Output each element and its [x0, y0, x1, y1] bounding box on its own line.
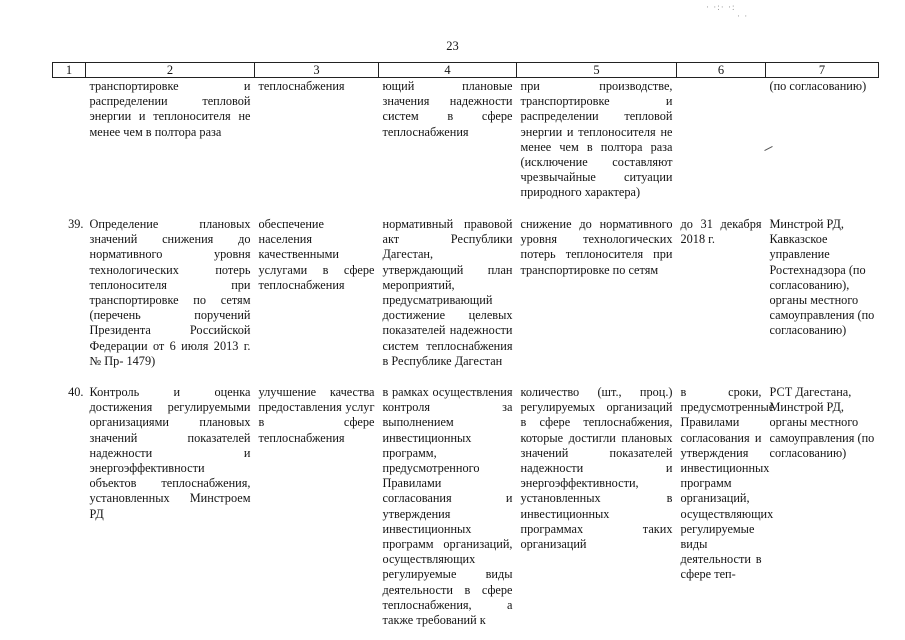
page-number: 23 — [446, 39, 459, 53]
row-number: 40. — [68, 385, 84, 399]
column-header: 3 — [255, 63, 379, 78]
deadline-cell — [677, 78, 766, 208]
responsible-cell: Минстрой РД, Кавказское управление Ростехнадзора (по согласованию), органы местного самоуправления (по согласованию) — [769, 217, 875, 338]
row-number — [53, 78, 86, 208]
scan-noise-mark: · ·:· ·: — [706, 2, 736, 12]
row-number: 39. — [68, 217, 84, 231]
deadline-cell: до 31 декабря 2018 г. — [680, 217, 762, 247]
goal-cell: обеспечение населения качественными услугами в сфере теплоснабжения — [258, 217, 375, 292]
column-header: 7 — [766, 63, 879, 78]
mechanism-cell: нормативный правовой акт Республики Дагестан, утверждающий план мероприятий, предусматривающий достижение целевых показателей надежности систем теплоснабжения в Республике Дагестан — [382, 217, 513, 368]
column-header: 4 — [379, 63, 517, 78]
column-header: 6 — [677, 63, 766, 78]
result-cell: при производстве, транспортировке и распределении тепловой энергии и теплоносителя не менее чем в полтора раза (исключение составляют чрезвычайные ситуации природного характера) — [520, 79, 673, 200]
column-header: 2 — [86, 63, 255, 78]
table-row — [53, 373, 879, 628]
event-cell: транспортировке и распределении тепловой энергии и теплоносителя не менее чем в полтора раза — [89, 79, 251, 139]
mechanism-cell: ющий плановые значения надежности систем в сфере теплоснабжения — [382, 79, 513, 139]
column-header: 5 — [517, 63, 677, 78]
responsible-cell: РСТ Дагестана, Минстрой РД, органы местного самоуправления (по согласованию) — [769, 385, 875, 460]
event-cell: Контроль и оценка достижения регулируемыми организациями плановых значений показателей надежности и энергоэффективности объектов теплоснабжения, установленных Минстроем РД — [89, 385, 251, 521]
deadline-cell: в сроки, предусмотренные Правилами согласования и утверждения инвестиционных программ организаций, осуществляющих регулируемые виды деятельности в сфере теп- — [680, 385, 775, 582]
event-cell: Определение плановых значений снижения до нормативного уровня технологических потерь теплоносителя при транспортировке по сетям (перечень поручений Президента Российской Федерации от 6 июля 2013 г. № Пр- 1479) — [89, 217, 251, 368]
column-header: 1 — [53, 63, 86, 78]
goal-cell: улучшение качества предоставления услуг в сфере теплоснабжения — [258, 385, 375, 445]
result-cell: снижение до нормативного уровня технологических потерь теплоносителя при транспортировке по сетям — [520, 217, 673, 277]
mechanism-cell: в рамках осуществления контроля за выполнением инвестиционных программ, предусмотренного Правилами согласования и утверждения инвестиционных программ организаций, осуществляющих регулируемые виды деятельности в сфере теплоснабжения, а также требований к — [382, 385, 513, 628]
document-table — [52, 62, 879, 628]
result-cell: количество (шт., проц.) регулируемых организаций в сфере теплоснабжения, которые достигли плановых значений показателей надежности и энергоэффективности, установленных в инвестиционных программах таких организаций — [520, 385, 673, 552]
goal-cell: теплоснабжения — [258, 79, 345, 93]
table-row — [53, 207, 879, 373]
responsible-cell: (по согласованию) — [769, 79, 867, 93]
table-row — [53, 78, 879, 208]
scan-noise-mark: · · — [737, 11, 749, 21]
table-header-row — [53, 63, 879, 78]
